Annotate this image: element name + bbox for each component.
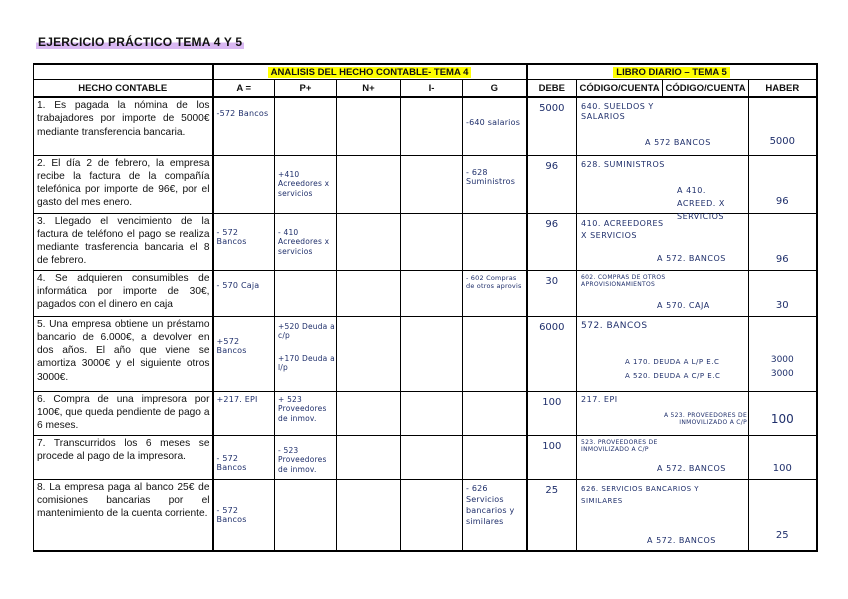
exercise-sheet xyxy=(33,63,816,552)
debe-cell: 96 xyxy=(527,213,577,270)
debe-cell: 25 xyxy=(527,479,577,551)
debe-cell: 100 xyxy=(527,391,577,435)
credit-entry: A 572 BANCOS xyxy=(645,138,711,147)
hecho-cell: 1. Es pagada la nómina de los trabajadores por importe de 5000€ mediante transferencia bancaria. xyxy=(34,97,213,155)
hecho-cell: 6. Compra de una impresora por 100€, que queda pendiente de pago a 6 meses. xyxy=(34,391,213,435)
n-cell xyxy=(337,155,401,213)
debe-cell: 30 xyxy=(527,270,577,316)
p-cell: +410 Acreedores x servicios xyxy=(275,155,337,213)
p-cell: + 523 Proveedores de inmov. xyxy=(275,391,337,435)
n-cell xyxy=(337,391,401,435)
g-cell: - 628 Suministros xyxy=(463,155,527,213)
table-row xyxy=(34,391,817,435)
a-cell: - 572 Bancos xyxy=(213,435,275,479)
hecho-cell: 3. Llegado el vencimiento de la factura de teléfono el pago se realiza mediante trasferencia bancaria el 8 de febrero. xyxy=(34,213,213,270)
table-row xyxy=(34,435,817,479)
a-header: A = xyxy=(213,80,275,98)
i-cell xyxy=(401,270,463,316)
journal-entry-cell xyxy=(577,391,749,435)
group-header-row xyxy=(34,64,817,80)
journal-entry-cell xyxy=(577,97,749,155)
p-header: P+ xyxy=(275,80,337,98)
journal-entry-cell xyxy=(577,155,749,221)
a-cell xyxy=(213,155,275,213)
i-cell xyxy=(401,316,463,391)
journal-entry-cell xyxy=(577,479,749,551)
debit-entry: 572. BANCOS xyxy=(581,320,648,331)
i-cell xyxy=(401,479,463,551)
g-cell: - 602 Compras de otros aprovis xyxy=(463,270,527,316)
g-cell: - 626 Servicios bancarios y similares xyxy=(463,479,527,551)
credit-entry: A 572. BANCOS xyxy=(657,463,726,473)
haber-cell: 96 xyxy=(749,213,817,270)
a-cell: - 572 Bancos xyxy=(213,479,275,551)
journal-entry-cell xyxy=(577,435,749,479)
credit-entry-cp: A 520. DEUDA A C/P E.C xyxy=(625,371,721,380)
n-cell xyxy=(337,435,401,479)
column-header-row xyxy=(34,80,817,98)
debit-entry: 628. SUMINISTROS xyxy=(581,159,665,169)
codigo-header-2: CÓDIGO/CUENTA xyxy=(663,80,749,98)
haber-cell: 5000 xyxy=(749,97,817,155)
debit-entry: 523. PROVEEDORES DE INMOVILIZADO A C/P xyxy=(581,438,658,453)
p-cell xyxy=(275,97,337,155)
journal-entry-cell xyxy=(577,316,749,391)
g-cell xyxy=(463,391,527,435)
a-cell: -572 Bancos xyxy=(213,97,275,155)
table-row xyxy=(34,316,817,391)
journal-entry-cell xyxy=(577,270,749,316)
n-header: N+ xyxy=(337,80,401,98)
haber-cell: 100 xyxy=(749,435,817,479)
hecho-cell: 5. Una empresa obtiene un préstamo bancario de 6.000€, a devolver en dos años. El año que viene se amortiza 3000€ y el siguiente otros 3000€. xyxy=(34,316,213,391)
p-cell: - 410 Acreedores x servicios xyxy=(275,213,337,270)
debe-cell: 5000 xyxy=(527,97,577,155)
table-row xyxy=(34,479,817,551)
hecho-cell: 8. La empresa paga al banco 25€ de comisiones bancarias por el mantenimiento de la cuenta corriente. xyxy=(34,479,213,551)
credit-entry: A 570. CAJA xyxy=(657,300,710,310)
accounting-table xyxy=(33,63,818,552)
p-entry-cp: +520 Deuda a c/p xyxy=(278,321,335,340)
hecho-cell: 2. El día 2 de febrero, la empresa recibe la factura de la compañía telefónica por importe de 96€, por el gasto del mes enero. xyxy=(34,155,213,213)
debit-entry: 626. SERVICIOS BANCARIOS Y SIMILARES xyxy=(581,484,700,505)
hecho-header: HECHO CONTABLE xyxy=(34,80,213,98)
i-cell xyxy=(401,435,463,479)
haber-cell: 100 xyxy=(749,391,817,435)
table-row xyxy=(34,97,817,155)
n-cell xyxy=(337,270,401,316)
a-cell: +572 Bancos xyxy=(213,316,275,391)
libro-header: LIBRO DIARIO – TEMA 5 xyxy=(527,64,817,80)
haber-cell: 25 xyxy=(749,479,817,551)
table-row xyxy=(34,155,817,213)
haber-cell xyxy=(749,316,817,391)
g-cell xyxy=(463,213,527,270)
p-cell xyxy=(275,479,337,551)
i-cell xyxy=(401,391,463,435)
credit-entry: A 523. PROVEEDORES DE INMOVILIZADO A C/P xyxy=(663,411,748,426)
debe-cell: 6000 xyxy=(527,316,577,391)
haber-header: HABER xyxy=(749,80,817,98)
hecho-cell: 7. Transcurridos los 6 meses se procede al pago de la impresora. xyxy=(34,435,213,479)
credit-entry-lp: A 170. DEUDA A L/P E.C xyxy=(625,357,720,366)
g-cell xyxy=(463,435,527,479)
n-cell xyxy=(337,479,401,551)
debit-entry: 640. SUELDOS Y SALARIOS xyxy=(581,102,654,121)
p-entry-lp: +170 Deuda a l/p xyxy=(278,353,335,372)
codigo-header-1: CÓDIGO/CUENTA xyxy=(577,80,663,98)
i-cell xyxy=(401,97,463,155)
debit-entry: 602. COMPRAS DE OTROS APROVISIONAMIENTOS xyxy=(581,273,666,288)
haber-value-1: 3000 xyxy=(770,354,794,365)
haber-value-2: 3000 xyxy=(770,368,794,379)
g-cell xyxy=(463,316,527,391)
n-cell xyxy=(337,213,401,270)
p-cell xyxy=(275,270,337,316)
p-cell: - 523 Proveedores de inmov. xyxy=(275,435,337,479)
table-row xyxy=(34,270,817,316)
debe-cell: 100 xyxy=(527,435,577,479)
n-cell xyxy=(337,316,401,391)
p-cell xyxy=(275,316,337,391)
a-cell: - 570 Caja xyxy=(213,270,275,316)
page-title: EJERCICIO PRÁCTICO TEMA 4 Y 5 xyxy=(38,35,243,49)
debe-header: DEBE xyxy=(527,80,577,98)
analisis-header: ANALISIS DEL HECHO CONTABLE- TEMA 4 xyxy=(213,64,527,80)
credit-entry: A 572. BANCOS xyxy=(657,253,726,263)
debit-entry: 410. ACREEDORES X SERVICIOS xyxy=(581,218,664,240)
g-cell: -640 salarios xyxy=(463,97,527,155)
haber-cell: 96 xyxy=(749,155,817,213)
g-header: G xyxy=(463,80,527,98)
table-row xyxy=(34,213,817,270)
credit-entry: A 410. ACREED. X SERVICIOS xyxy=(677,185,725,221)
n-cell xyxy=(337,97,401,155)
i-cell xyxy=(401,155,463,213)
a-cell: +217. EPI xyxy=(213,391,275,435)
a-cell: - 572 Bancos xyxy=(213,213,275,270)
debit-entry: 217. EPI xyxy=(581,394,618,404)
haber-cell: 30 xyxy=(749,270,817,316)
credit-entry: A 572. BANCOS xyxy=(647,535,716,545)
i-header: I- xyxy=(401,80,463,98)
hecho-cell: 4. Se adquieren consumibles de informática por importe de 30€, pagados con el dinero en caja xyxy=(34,270,213,316)
i-cell xyxy=(401,213,463,270)
journal-entry-cell xyxy=(577,213,749,270)
debe-cell: 96 xyxy=(527,155,577,213)
